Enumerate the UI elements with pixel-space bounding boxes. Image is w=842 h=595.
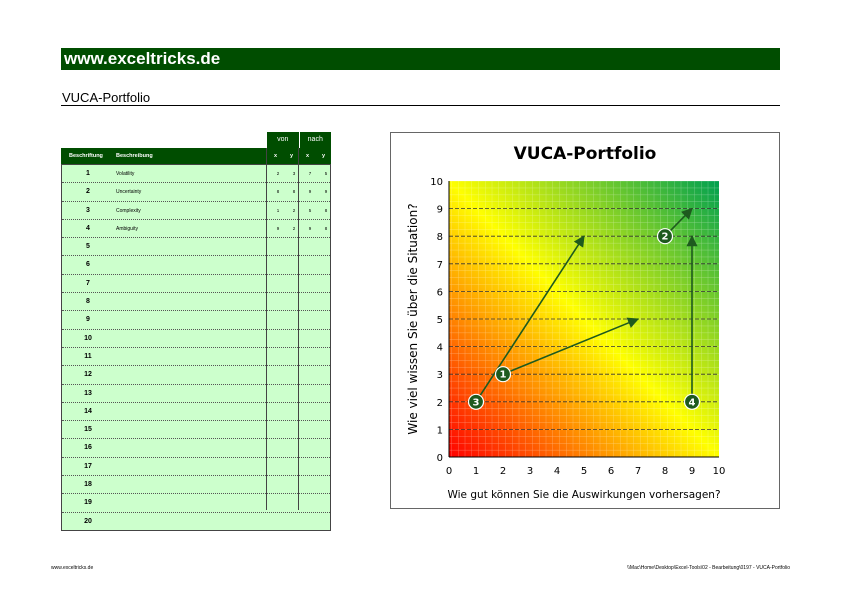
- point-label-2: 2: [661, 231, 669, 243]
- col-header-y1: y: [290, 153, 294, 159]
- row-number: 10: [84, 334, 92, 342]
- row-number: 17: [84, 462, 92, 470]
- row-from-x: 2: [276, 171, 280, 176]
- table-row: [62, 366, 330, 384]
- page-title: VUCA-Portfolio: [62, 90, 151, 105]
- table-row: [62, 256, 330, 274]
- row-number: 18: [84, 481, 92, 489]
- x-tick-label: 5: [580, 466, 588, 477]
- row-number: 20: [84, 517, 92, 525]
- row-to-x: 9: [308, 225, 312, 231]
- y-tick-label: 10: [430, 177, 443, 188]
- table-row: [62, 311, 330, 329]
- site-banner: www.exceltricks.de: [61, 48, 780, 70]
- point-label-4: 4: [688, 397, 696, 409]
- table-row: [62, 238, 330, 256]
- table-divider: [298, 148, 299, 510]
- row-number: 8: [86, 298, 90, 306]
- row-from-y: 2: [292, 207, 296, 213]
- y-tick-label: 7: [436, 259, 443, 271]
- y-tick-label: 6: [436, 287, 443, 299]
- row-description: Complexity: [116, 207, 141, 214]
- footer-left: www.exceltricks.de: [51, 565, 94, 571]
- row-description: Volatility: [116, 171, 135, 177]
- row-number: 2: [86, 188, 90, 196]
- row-number: 16: [84, 444, 92, 452]
- row-number: 12: [84, 371, 92, 379]
- x-tick-label: 2: [499, 466, 507, 477]
- x-axis-label: Wie gut können Sie die Auswirkungen vorhersagen?: [447, 489, 721, 501]
- x-tick-label: 4: [553, 466, 561, 477]
- vuca-chart: [391, 133, 779, 508]
- table-row: [62, 330, 330, 348]
- table-row: [62, 458, 330, 476]
- x-tick-label: 0: [445, 466, 453, 477]
- chart-title: VUCA-Portfolio: [513, 144, 657, 164]
- group-header: [266, 132, 331, 148]
- row-number: 4: [86, 224, 90, 232]
- point-label-1: 1: [499, 369, 507, 381]
- table-row: [62, 494, 330, 512]
- x-tick-label: 9: [688, 466, 696, 477]
- row-number: 19: [84, 499, 92, 507]
- row-number: 3: [86, 206, 90, 214]
- x-tick-label: 3: [526, 466, 534, 477]
- x-tick-label: 1: [472, 466, 480, 477]
- row-number: 14: [84, 407, 92, 415]
- group-header-von: von: [266, 132, 299, 148]
- col-header-y2: y: [322, 153, 326, 159]
- x-tick-label: 6: [607, 466, 615, 477]
- table-row: [62, 439, 330, 457]
- table-divider: [266, 148, 267, 510]
- group-header-nach: nach: [299, 132, 332, 148]
- row-to-y: 8: [324, 207, 328, 213]
- row-description: Ambiguity: [116, 225, 138, 232]
- row-number: 9: [86, 316, 90, 324]
- x-tick-label: 7: [634, 466, 642, 477]
- y-axis-label: Wie viel wissen Sie über die Situation?: [406, 203, 420, 435]
- y-tick-label: 4: [436, 342, 443, 354]
- row-to-y: 5: [324, 171, 328, 176]
- col-header-x2: x: [306, 153, 310, 159]
- x-tick-label: 8: [661, 466, 669, 477]
- table-row: [62, 165, 330, 183]
- row-to-x: 5: [308, 207, 312, 213]
- y-tick-label: 2: [436, 397, 443, 409]
- row-to-y: 9: [324, 189, 328, 195]
- row-to-x: 9: [308, 189, 312, 195]
- row-description: Uncertainty: [116, 189, 142, 196]
- row-from-y: 2: [292, 225, 296, 231]
- table-row: [62, 513, 330, 530]
- row-number: 1: [86, 170, 90, 177]
- table-row: [62, 403, 330, 421]
- table-row: [62, 421, 330, 439]
- table-row: [62, 202, 330, 220]
- table-row: [62, 183, 330, 201]
- row-number: 11: [84, 352, 92, 360]
- row-number: 6: [86, 261, 90, 269]
- row-from-x: 9: [276, 225, 280, 231]
- table-row: [62, 385, 330, 403]
- y-tick-label: 9: [436, 204, 443, 216]
- row-from-x: 1: [276, 207, 280, 213]
- row-to-x: 7: [308, 171, 312, 176]
- row-to-y: 8: [324, 225, 328, 231]
- y-tick-label: 0: [436, 453, 443, 464]
- table-row: [62, 293, 330, 311]
- chart-container: [390, 132, 780, 509]
- row-number: 5: [86, 243, 90, 251]
- y-tick-label: 3: [436, 370, 443, 382]
- point-label-3: 3: [472, 397, 480, 409]
- y-tick-label: 5: [436, 315, 443, 326]
- column-header: [61, 148, 331, 164]
- title-divider: [61, 105, 780, 106]
- row-number: 15: [84, 426, 92, 434]
- row-number: 13: [84, 389, 92, 397]
- col-header-beschreibung: Beschreibung: [116, 153, 153, 159]
- row-number: 7: [86, 279, 90, 287]
- y-tick-label: 8: [436, 232, 443, 244]
- y-tick-label: 1: [436, 425, 443, 437]
- row-from-y: 3: [292, 171, 296, 176]
- table-body: [61, 164, 331, 531]
- col-header-beschriftung: Beschriftung: [69, 153, 103, 159]
- col-header-x1: x: [274, 153, 278, 159]
- table-row: [62, 348, 330, 366]
- row-from-y: 8: [292, 189, 296, 195]
- x-tick-label: 10: [712, 466, 726, 477]
- row-from-x: 8: [276, 189, 280, 195]
- table-row: [62, 476, 330, 494]
- table-row: [62, 220, 330, 238]
- footer-right: \\Mac\Home\Desktop\Excel-Tools\02 - Bearbeitung\0197 - VUCA-Portfolio: [627, 565, 790, 571]
- table-row: [62, 275, 330, 293]
